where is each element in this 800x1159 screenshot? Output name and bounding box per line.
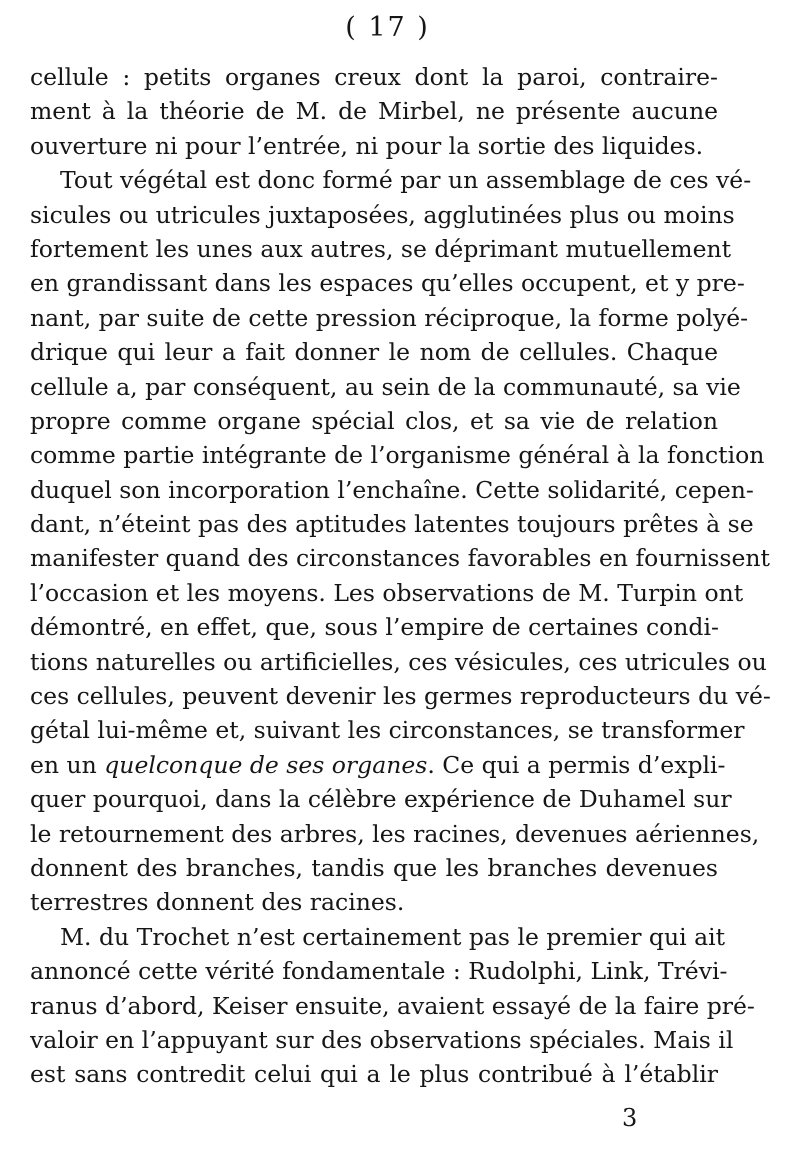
text-segment: en un	[30, 750, 105, 779]
text-line: valoir en l’appuyant sur des observations spéciales. Mais il	[30, 1025, 734, 1054]
body-text	[30, 60, 771, 1092]
text-segment: . Ce qui a permis d’expli-	[427, 750, 726, 779]
text-line: manifester quand des circonstances favorables en fournissent	[30, 544, 770, 573]
text-line: ces cellules, peuvent devenir les germes reproducteurs du vé-	[30, 682, 771, 711]
text-line: terrestres donnent des racines.	[30, 888, 405, 917]
text-line: l’occasion et les moyens. Les observations de M. Turpin ont	[30, 578, 744, 607]
text-line: annoncé cette vérité fondamentale : Rudolphi, Link, Trévi-	[30, 957, 728, 986]
text-line: duquel son incorporation l’enchaîne. Cette solidarité, cepen-	[30, 475, 754, 504]
page-number: ( 17 )	[345, 12, 430, 43]
text-line: cellule a, par conséquent, au sein de la communauté, sa vie	[30, 372, 741, 401]
text-line: propre comme organe spécial clos, et sa vie de relation	[30, 406, 718, 435]
text-line: fortement les unes aux autres, se déprimant mutuellement	[30, 234, 732, 263]
text-line: quer pourquoi, dans la célèbre expérience de Duhamel sur	[30, 785, 732, 814]
text-line: comme partie intégrante de l’organisme général à la fonction	[30, 441, 765, 470]
text-line: est sans contredit celui qui a le plus contribué à l’établir	[30, 1060, 718, 1089]
signature-mark: 3	[622, 1104, 638, 1132]
text-line: ment à la théorie de M. de Mirbel, ne présente aucune	[30, 97, 718, 126]
text-line: dant, n’éteint pas des aptitudes latentes toujours prêtes à se	[30, 510, 754, 539]
italic-segment: quelconque de ses organes	[104, 750, 428, 779]
text-line: tions naturelles ou artificielles, ces vésicules, ces utricules ou	[30, 647, 767, 676]
text-line: M. du Trochet n’est certainement pas le premier qui ait	[60, 922, 726, 951]
text-line	[30, 748, 726, 782]
text-line: démontré, en effet, que, sous l’empire de certaines condi-	[30, 613, 719, 642]
text-line: donnent des branches, tandis que les branches devenues	[30, 853, 718, 882]
text-line: le retournement des arbres, les racines, devenues aériennes,	[30, 819, 760, 848]
text-line: sicules ou utricules juxtaposées, agglutinées plus ou moins	[30, 200, 735, 229]
text-line: nant, par suite de cette pression réciproque, la forme polyé-	[30, 303, 749, 332]
text-line: ranus d’abord, Keiser ensuite, avaient essayé de la faire pré-	[30, 991, 755, 1020]
text-line: drique qui leur a fait donner le nom de cellules. Chaque	[30, 338, 718, 367]
text-line: gétal lui-même et, suivant les circonstances, se transformer	[30, 716, 745, 745]
text-line: en grandissant dans les espaces qu’elles occupent, et y pre-	[30, 269, 745, 298]
text-line: cellule : petits organes creux dont la paroi, contraire-	[30, 63, 718, 91]
text-line: Tout végétal est donc formé par un assemblage de ces vé-	[60, 166, 752, 195]
text-line: ouverture ni pour l’entrée, ni pour la sortie des liquides.	[30, 131, 704, 160]
